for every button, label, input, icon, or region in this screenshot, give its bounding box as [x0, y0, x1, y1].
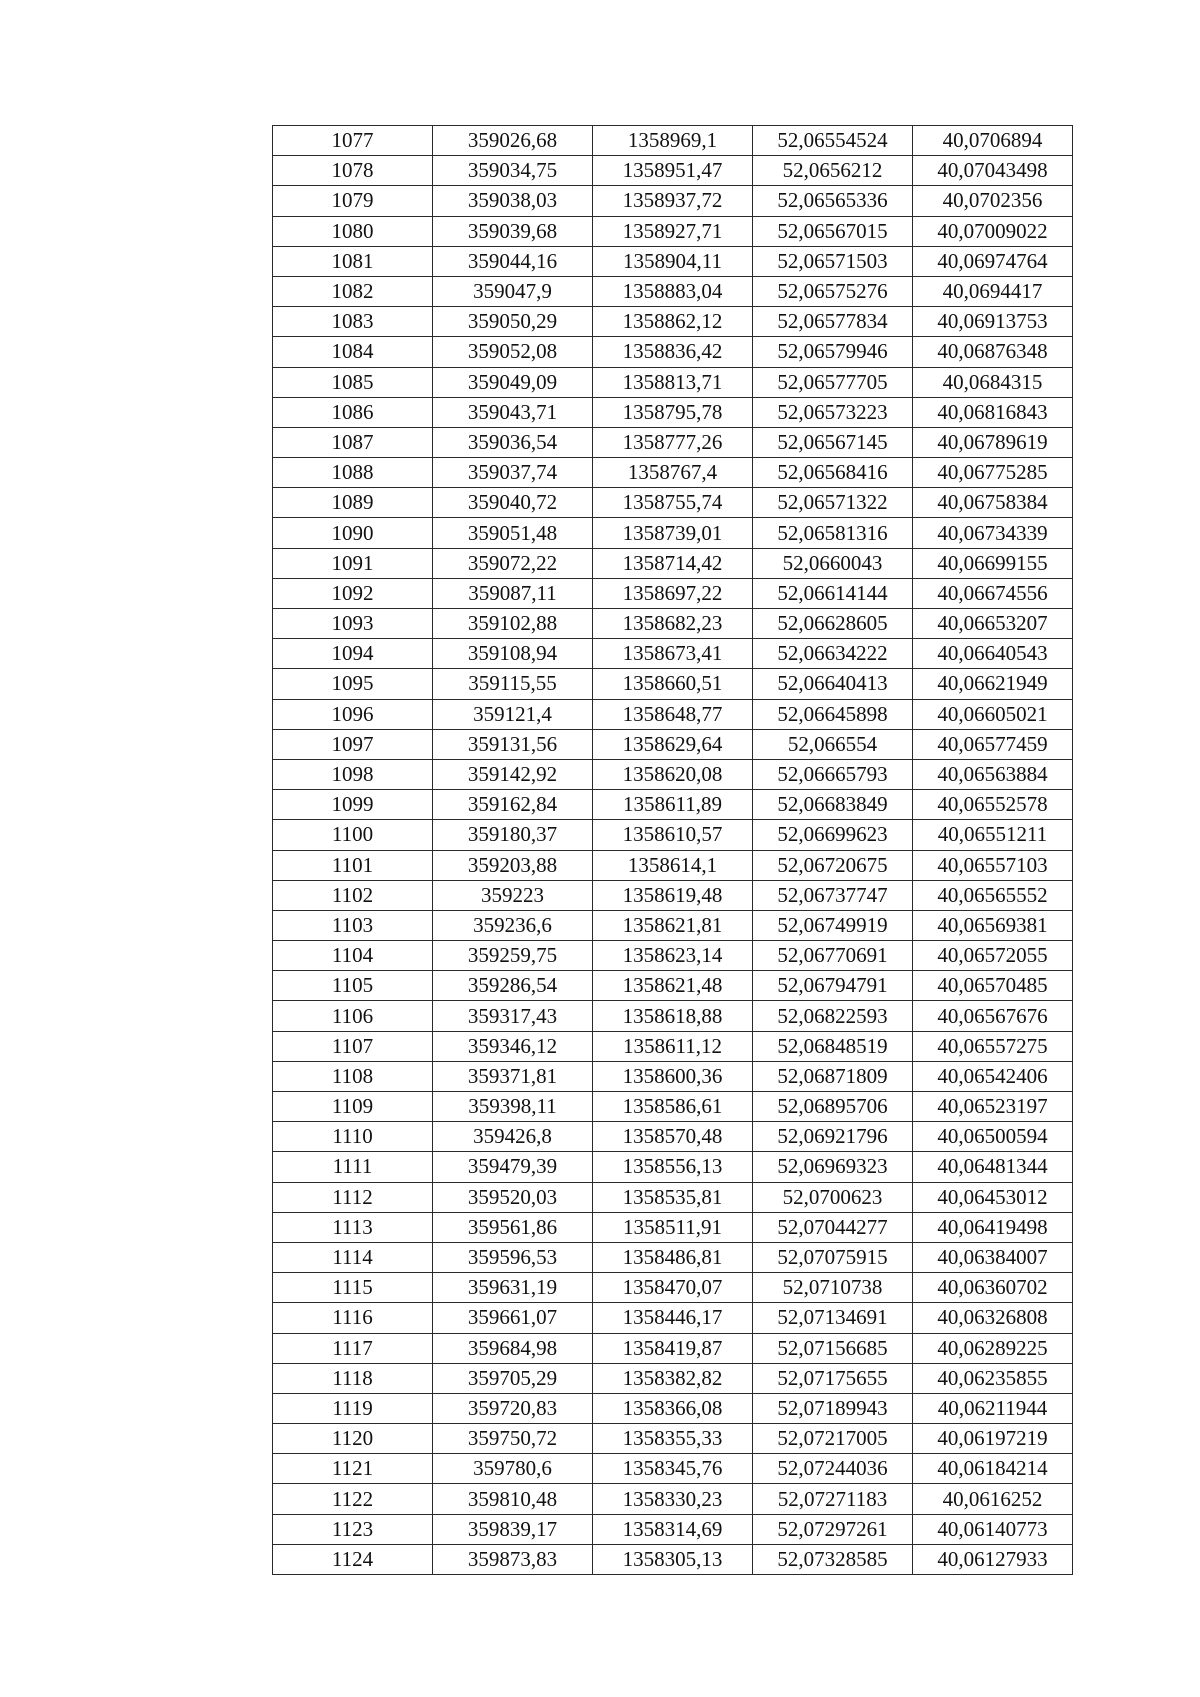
latitude-cell: 52,06737747: [753, 880, 913, 910]
longitude-cell: 40,06500594: [913, 1122, 1073, 1152]
x-coordinate-cell: 359286,54: [433, 971, 593, 1001]
point-number-cell: 1108: [273, 1061, 433, 1091]
point-number-cell: 1098: [273, 759, 433, 789]
latitude-cell: 52,06577705: [753, 367, 913, 397]
longitude-cell: 40,06557275: [913, 1031, 1073, 1061]
point-number-cell: 1110: [273, 1122, 433, 1152]
x-coordinate-cell: 359142,92: [433, 759, 593, 789]
latitude-cell: 52,06634222: [753, 639, 913, 669]
y-coordinate-cell: 1358305,13: [593, 1544, 753, 1574]
x-coordinate-cell: 359052,08: [433, 337, 593, 367]
table-row: [273, 1031, 1073, 1061]
longitude-cell: 40,06758384: [913, 488, 1073, 518]
longitude-cell: 40,06289225: [913, 1333, 1073, 1363]
table-row: [273, 820, 1073, 850]
longitude-cell: 40,06567676: [913, 1001, 1073, 1031]
point-number-cell: 1083: [273, 307, 433, 337]
table-row: [273, 1182, 1073, 1212]
latitude-cell: 52,06565336: [753, 186, 913, 216]
latitude-cell: 52,07189943: [753, 1393, 913, 1423]
y-coordinate-cell: 1358904,11: [593, 246, 753, 276]
y-coordinate-cell: 1358345,76: [593, 1454, 753, 1484]
x-coordinate-cell: 359026,68: [433, 126, 593, 156]
longitude-cell: 40,06384007: [913, 1242, 1073, 1272]
x-coordinate-cell: 359479,39: [433, 1152, 593, 1182]
y-coordinate-cell: 1358314,69: [593, 1514, 753, 1544]
y-coordinate-cell: 1358600,36: [593, 1061, 753, 1091]
latitude-cell: 52,06614144: [753, 578, 913, 608]
y-coordinate-cell: 1358883,04: [593, 276, 753, 306]
y-coordinate-cell: 1358511,91: [593, 1212, 753, 1242]
x-coordinate-cell: 359720,83: [433, 1393, 593, 1423]
table-row: [273, 1393, 1073, 1423]
longitude-cell: 40,06360702: [913, 1273, 1073, 1303]
table-row: [273, 427, 1073, 457]
longitude-cell: 40,06235855: [913, 1363, 1073, 1393]
y-coordinate-cell: 1358927,71: [593, 216, 753, 246]
table-row: [273, 1242, 1073, 1272]
y-coordinate-cell: 1358621,81: [593, 910, 753, 940]
table-row: [273, 367, 1073, 397]
latitude-cell: 52,06921796: [753, 1122, 913, 1152]
longitude-cell: 40,06876348: [913, 337, 1073, 367]
y-coordinate-cell: 1358621,48: [593, 971, 753, 1001]
point-number-cell: 1121: [273, 1454, 433, 1484]
longitude-cell: 40,06551211: [913, 820, 1073, 850]
longitude-cell: 40,06569381: [913, 910, 1073, 940]
y-coordinate-cell: 1358937,72: [593, 186, 753, 216]
y-coordinate-cell: 1358535,81: [593, 1182, 753, 1212]
longitude-cell: 40,06481344: [913, 1152, 1073, 1182]
y-coordinate-cell: 1358382,82: [593, 1363, 753, 1393]
point-number-cell: 1123: [273, 1514, 433, 1544]
latitude-cell: 52,06628605: [753, 609, 913, 639]
x-coordinate-cell: 359810,48: [433, 1484, 593, 1514]
latitude-cell: 52,0700623: [753, 1182, 913, 1212]
table-row: [273, 1454, 1073, 1484]
table-row: [273, 488, 1073, 518]
longitude-cell: 40,06184214: [913, 1454, 1073, 1484]
table-row: [273, 156, 1073, 186]
table-row: [273, 759, 1073, 789]
latitude-cell: 52,06770691: [753, 941, 913, 971]
longitude-cell: 40,06563884: [913, 759, 1073, 789]
latitude-cell: 52,06699623: [753, 820, 913, 850]
longitude-cell: 40,06816843: [913, 397, 1073, 427]
longitude-cell: 40,0702356: [913, 186, 1073, 216]
longitude-cell: 40,0694417: [913, 276, 1073, 306]
x-coordinate-cell: 359705,29: [433, 1363, 593, 1393]
longitude-cell: 40,07009022: [913, 216, 1073, 246]
latitude-cell: 52,06871809: [753, 1061, 913, 1091]
x-coordinate-cell: 359520,03: [433, 1182, 593, 1212]
latitude-cell: 52,0656212: [753, 156, 913, 186]
y-coordinate-cell: 1358697,22: [593, 578, 753, 608]
table-row: [273, 186, 1073, 216]
point-number-cell: 1124: [273, 1544, 433, 1574]
y-coordinate-cell: 1358486,81: [593, 1242, 753, 1272]
table-row: [273, 1092, 1073, 1122]
table-row: [273, 1061, 1073, 1091]
point-number-cell: 1097: [273, 729, 433, 759]
table-row: [273, 1212, 1073, 1242]
longitude-cell: 40,0684315: [913, 367, 1073, 397]
y-coordinate-cell: 1358813,71: [593, 367, 753, 397]
table-row: [273, 729, 1073, 759]
point-number-cell: 1086: [273, 397, 433, 427]
longitude-cell: 40,06565552: [913, 880, 1073, 910]
point-number-cell: 1087: [273, 427, 433, 457]
y-coordinate-cell: 1358446,17: [593, 1303, 753, 1333]
table-row: [273, 1514, 1073, 1544]
x-coordinate-cell: 359108,94: [433, 639, 593, 669]
point-number-cell: 1112: [273, 1182, 433, 1212]
latitude-cell: 52,06579946: [753, 337, 913, 367]
y-coordinate-cell: 1358739,01: [593, 518, 753, 548]
table-row: [273, 1484, 1073, 1514]
point-number-cell: 1122: [273, 1484, 433, 1514]
table-row: [273, 669, 1073, 699]
longitude-cell: 40,07043498: [913, 156, 1073, 186]
longitude-cell: 40,06572055: [913, 941, 1073, 971]
y-coordinate-cell: 1358629,64: [593, 729, 753, 759]
point-number-cell: 1106: [273, 1001, 433, 1031]
latitude-cell: 52,06794791: [753, 971, 913, 1001]
table-row: [273, 609, 1073, 639]
point-number-cell: 1119: [273, 1393, 433, 1423]
x-coordinate-cell: 359102,88: [433, 609, 593, 639]
x-coordinate-cell: 359561,86: [433, 1212, 593, 1242]
latitude-cell: 52,06568416: [753, 458, 913, 488]
x-coordinate-cell: 359050,29: [433, 307, 593, 337]
table-row: [273, 578, 1073, 608]
point-number-cell: 1091: [273, 548, 433, 578]
x-coordinate-cell: 359037,74: [433, 458, 593, 488]
latitude-cell: 52,06683849: [753, 790, 913, 820]
longitude-cell: 40,06734339: [913, 518, 1073, 548]
longitude-cell: 40,06453012: [913, 1182, 1073, 1212]
y-coordinate-cell: 1358755,74: [593, 488, 753, 518]
latitude-cell: 52,06848519: [753, 1031, 913, 1061]
y-coordinate-cell: 1358614,1: [593, 850, 753, 880]
x-coordinate-cell: 359259,75: [433, 941, 593, 971]
y-coordinate-cell: 1358767,4: [593, 458, 753, 488]
point-number-cell: 1117: [273, 1333, 433, 1363]
x-coordinate-cell: 359121,4: [433, 699, 593, 729]
table-row: [273, 910, 1073, 940]
longitude-cell: 40,06653207: [913, 609, 1073, 639]
longitude-cell: 40,0616252: [913, 1484, 1073, 1514]
table-row: [273, 1424, 1073, 1454]
y-coordinate-cell: 1358648,77: [593, 699, 753, 729]
y-coordinate-cell: 1358556,13: [593, 1152, 753, 1182]
y-coordinate-cell: 1358777,26: [593, 427, 753, 457]
longitude-cell: 40,06211944: [913, 1393, 1073, 1423]
y-coordinate-cell: 1358570,48: [593, 1122, 753, 1152]
y-coordinate-cell: 1358610,57: [593, 820, 753, 850]
x-coordinate-cell: 359162,84: [433, 790, 593, 820]
y-coordinate-cell: 1358330,23: [593, 1484, 753, 1514]
coordinate-table: [272, 125, 1073, 1575]
latitude-cell: 52,06895706: [753, 1092, 913, 1122]
y-coordinate-cell: 1358951,47: [593, 156, 753, 186]
x-coordinate-cell: 359346,12: [433, 1031, 593, 1061]
table-row: [273, 1544, 1073, 1574]
latitude-cell: 52,06571322: [753, 488, 913, 518]
y-coordinate-cell: 1358660,51: [593, 669, 753, 699]
longitude-cell: 40,06699155: [913, 548, 1073, 578]
x-coordinate-cell: 359661,07: [433, 1303, 593, 1333]
y-coordinate-cell: 1358969,1: [593, 126, 753, 156]
table-row: [273, 941, 1073, 971]
x-coordinate-cell: 359631,19: [433, 1273, 593, 1303]
longitude-cell: 40,06326808: [913, 1303, 1073, 1333]
x-coordinate-cell: 359873,83: [433, 1544, 593, 1574]
table-row: [273, 397, 1073, 427]
y-coordinate-cell: 1358714,42: [593, 548, 753, 578]
x-coordinate-cell: 359203,88: [433, 850, 593, 880]
point-number-cell: 1079: [273, 186, 433, 216]
point-number-cell: 1093: [273, 609, 433, 639]
coordinate-table-body: [273, 126, 1073, 1575]
table-row: [273, 1363, 1073, 1393]
latitude-cell: 52,06822593: [753, 1001, 913, 1031]
longitude-cell: 40,06140773: [913, 1514, 1073, 1544]
longitude-cell: 40,06419498: [913, 1212, 1073, 1242]
point-number-cell: 1103: [273, 910, 433, 940]
x-coordinate-cell: 359780,6: [433, 1454, 593, 1484]
table-row: [273, 1001, 1073, 1031]
longitude-cell: 40,06542406: [913, 1061, 1073, 1091]
table-row: [273, 518, 1073, 548]
point-number-cell: 1096: [273, 699, 433, 729]
longitude-cell: 40,06621949: [913, 669, 1073, 699]
y-coordinate-cell: 1358619,48: [593, 880, 753, 910]
x-coordinate-cell: 359087,11: [433, 578, 593, 608]
point-number-cell: 1107: [273, 1031, 433, 1061]
table-row: [273, 790, 1073, 820]
latitude-cell: 52,07044277: [753, 1212, 913, 1242]
latitude-cell: 52,07175655: [753, 1363, 913, 1393]
y-coordinate-cell: 1358836,42: [593, 337, 753, 367]
point-number-cell: 1082: [273, 276, 433, 306]
latitude-cell: 52,0710738: [753, 1273, 913, 1303]
y-coordinate-cell: 1358366,08: [593, 1393, 753, 1423]
latitude-cell: 52,06573223: [753, 397, 913, 427]
longitude-cell: 40,06577459: [913, 729, 1073, 759]
latitude-cell: 52,06571503: [753, 246, 913, 276]
point-number-cell: 1089: [273, 488, 433, 518]
x-coordinate-cell: 359115,55: [433, 669, 593, 699]
longitude-cell: 40,06605021: [913, 699, 1073, 729]
longitude-cell: 40,06789619: [913, 427, 1073, 457]
table-row: [273, 1273, 1073, 1303]
x-coordinate-cell: 359036,54: [433, 427, 593, 457]
x-coordinate-cell: 359131,56: [433, 729, 593, 759]
y-coordinate-cell: 1358618,88: [593, 1001, 753, 1031]
y-coordinate-cell: 1358682,23: [593, 609, 753, 639]
x-coordinate-cell: 359034,75: [433, 156, 593, 186]
point-number-cell: 1088: [273, 458, 433, 488]
longitude-cell: 40,06570485: [913, 971, 1073, 1001]
x-coordinate-cell: 359044,16: [433, 246, 593, 276]
y-coordinate-cell: 1358586,61: [593, 1092, 753, 1122]
latitude-cell: 52,07156685: [753, 1333, 913, 1363]
x-coordinate-cell: 359180,37: [433, 820, 593, 850]
table-row: [273, 307, 1073, 337]
latitude-cell: 52,066554: [753, 729, 913, 759]
latitude-cell: 52,06749919: [753, 910, 913, 940]
latitude-cell: 52,07075915: [753, 1242, 913, 1272]
point-number-cell: 1099: [273, 790, 433, 820]
table-row: [273, 246, 1073, 276]
x-coordinate-cell: 359750,72: [433, 1424, 593, 1454]
x-coordinate-cell: 359038,03: [433, 186, 593, 216]
latitude-cell: 52,07271183: [753, 1484, 913, 1514]
point-number-cell: 1101: [273, 850, 433, 880]
y-coordinate-cell: 1358620,08: [593, 759, 753, 789]
latitude-cell: 52,07328585: [753, 1544, 913, 1574]
latitude-cell: 52,06645898: [753, 699, 913, 729]
x-coordinate-cell: 359371,81: [433, 1061, 593, 1091]
longitude-cell: 40,06775285: [913, 458, 1073, 488]
x-coordinate-cell: 359047,9: [433, 276, 593, 306]
longitude-cell: 40,06552578: [913, 790, 1073, 820]
point-number-cell: 1084: [273, 337, 433, 367]
y-coordinate-cell: 1358673,41: [593, 639, 753, 669]
point-number-cell: 1111: [273, 1152, 433, 1182]
latitude-cell: 52,0660043: [753, 548, 913, 578]
latitude-cell: 52,06567145: [753, 427, 913, 457]
latitude-cell: 52,06720675: [753, 850, 913, 880]
table-row: [273, 1303, 1073, 1333]
latitude-cell: 52,06581316: [753, 518, 913, 548]
x-coordinate-cell: 359051,48: [433, 518, 593, 548]
point-number-cell: 1105: [273, 971, 433, 1001]
point-number-cell: 1092: [273, 578, 433, 608]
x-coordinate-cell: 359049,09: [433, 367, 593, 397]
point-number-cell: 1115: [273, 1273, 433, 1303]
x-coordinate-cell: 359223: [433, 880, 593, 910]
point-number-cell: 1078: [273, 156, 433, 186]
y-coordinate-cell: 1358419,87: [593, 1333, 753, 1363]
x-coordinate-cell: 359236,6: [433, 910, 593, 940]
latitude-cell: 52,06554524: [753, 126, 913, 156]
point-number-cell: 1100: [273, 820, 433, 850]
latitude-cell: 52,07297261: [753, 1514, 913, 1544]
x-coordinate-cell: 359040,72: [433, 488, 593, 518]
point-number-cell: 1102: [273, 880, 433, 910]
longitude-cell: 40,06197219: [913, 1424, 1073, 1454]
y-coordinate-cell: 1358611,89: [593, 790, 753, 820]
table-row: [273, 971, 1073, 1001]
point-number-cell: 1104: [273, 941, 433, 971]
x-coordinate-cell: 359039,68: [433, 216, 593, 246]
x-coordinate-cell: 359043,71: [433, 397, 593, 427]
y-coordinate-cell: 1358623,14: [593, 941, 753, 971]
latitude-cell: 52,06577834: [753, 307, 913, 337]
table-row: [273, 1122, 1073, 1152]
longitude-cell: 40,06913753: [913, 307, 1073, 337]
table-row: [273, 216, 1073, 246]
x-coordinate-cell: 359839,17: [433, 1514, 593, 1544]
latitude-cell: 52,06640413: [753, 669, 913, 699]
latitude-cell: 52,07134691: [753, 1303, 913, 1333]
latitude-cell: 52,06969323: [753, 1152, 913, 1182]
table-row: [273, 548, 1073, 578]
latitude-cell: 52,06665793: [753, 759, 913, 789]
longitude-cell: 40,0706894: [913, 126, 1073, 156]
point-number-cell: 1077: [273, 126, 433, 156]
table-row: [273, 699, 1073, 729]
table-row: [273, 337, 1073, 367]
x-coordinate-cell: 359596,53: [433, 1242, 593, 1272]
point-number-cell: 1085: [273, 367, 433, 397]
point-number-cell: 1081: [273, 246, 433, 276]
y-coordinate-cell: 1358862,12: [593, 307, 753, 337]
y-coordinate-cell: 1358470,07: [593, 1273, 753, 1303]
table-row: [273, 126, 1073, 156]
point-number-cell: 1090: [273, 518, 433, 548]
table-row: [273, 1152, 1073, 1182]
longitude-cell: 40,06127933: [913, 1544, 1073, 1574]
x-coordinate-cell: 359398,11: [433, 1092, 593, 1122]
x-coordinate-cell: 359317,43: [433, 1001, 593, 1031]
y-coordinate-cell: 1358611,12: [593, 1031, 753, 1061]
latitude-cell: 52,07244036: [753, 1454, 913, 1484]
longitude-cell: 40,06557103: [913, 850, 1073, 880]
point-number-cell: 1113: [273, 1212, 433, 1242]
point-number-cell: 1114: [273, 1242, 433, 1272]
point-number-cell: 1094: [273, 639, 433, 669]
table-row: [273, 1333, 1073, 1363]
x-coordinate-cell: 359072,22: [433, 548, 593, 578]
table-row: [273, 458, 1073, 488]
longitude-cell: 40,06523197: [913, 1092, 1073, 1122]
latitude-cell: 52,06567015: [753, 216, 913, 246]
y-coordinate-cell: 1358795,78: [593, 397, 753, 427]
table-row: [273, 880, 1073, 910]
point-number-cell: 1118: [273, 1363, 433, 1393]
table-row: [273, 639, 1073, 669]
point-number-cell: 1116: [273, 1303, 433, 1333]
longitude-cell: 40,06974764: [913, 246, 1073, 276]
point-number-cell: 1120: [273, 1424, 433, 1454]
x-coordinate-cell: 359426,8: [433, 1122, 593, 1152]
longitude-cell: 40,06640543: [913, 639, 1073, 669]
longitude-cell: 40,06674556: [913, 578, 1073, 608]
point-number-cell: 1109: [273, 1092, 433, 1122]
table-row: [273, 850, 1073, 880]
latitude-cell: 52,06575276: [753, 276, 913, 306]
point-number-cell: 1080: [273, 216, 433, 246]
table-row: [273, 276, 1073, 306]
x-coordinate-cell: 359684,98: [433, 1333, 593, 1363]
point-number-cell: 1095: [273, 669, 433, 699]
y-coordinate-cell: 1358355,33: [593, 1424, 753, 1454]
latitude-cell: 52,07217005: [753, 1424, 913, 1454]
